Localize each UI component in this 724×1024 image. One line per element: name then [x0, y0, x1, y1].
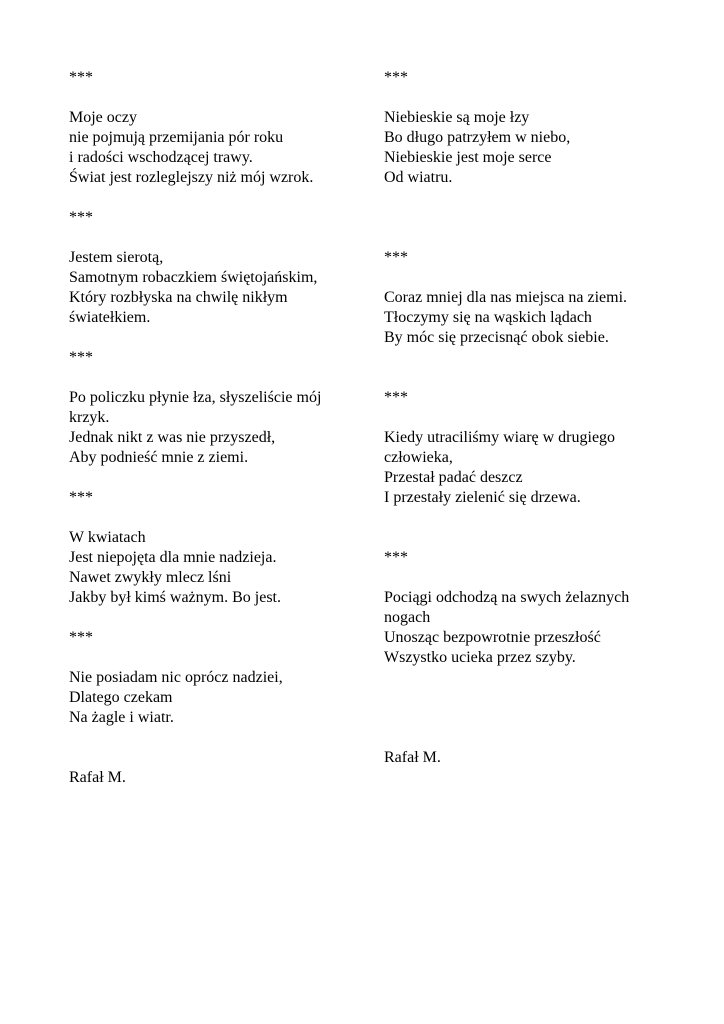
- poem-line: Wszystko ucieka przez szyby.: [384, 649, 576, 666]
- poem-separator: ***: [69, 629, 93, 646]
- poem-line: Nawet zwykły mlecz lśni: [69, 569, 232, 586]
- poem-separator: ***: [69, 209, 93, 226]
- poem: [69, 208, 359, 348]
- poem-line: W kwiatach: [69, 529, 146, 546]
- poem-line: Samotnym robaczkiem świętojańskim,: [69, 269, 318, 286]
- poem-line: Tłoczymy się na wąskich lądach: [384, 309, 592, 326]
- poem-line: Świat jest rozleglejszy niż mój wzrok.: [69, 169, 314, 186]
- poem-line: Moje oczy: [69, 109, 137, 126]
- poem: [384, 388, 684, 548]
- poem-line: Pociągi odchodzą na swych żelaznych: [384, 589, 630, 606]
- right-column: [384, 68, 684, 768]
- poem-line: człowieka,: [384, 449, 453, 466]
- poem-separator: ***: [69, 349, 93, 366]
- poem-line: Przestał padać deszcz: [384, 469, 523, 486]
- poem-line: nie pojmują przemijania pór roku: [69, 129, 284, 146]
- poem-line: Który rozbłyska na chwilę nikłym: [69, 289, 288, 306]
- poem-separator: ***: [384, 549, 408, 566]
- poem-line: Jakby był kimś ważnym. Bo jest.: [69, 589, 281, 606]
- poem-line: Bo długo patrzyłem w niebo,: [384, 129, 571, 146]
- poem-line: nogach: [384, 609, 431, 626]
- poem-separator: ***: [69, 69, 93, 86]
- poem: [384, 248, 684, 388]
- author-signature: Rafał M.: [69, 769, 126, 786]
- poem: [69, 628, 359, 768]
- poem-line: Kiedy utraciliśmy wiarę w drugiego: [384, 429, 616, 446]
- poem-separator: ***: [384, 249, 408, 266]
- poem-line: Nie posiadam nic oprócz nadziei,: [69, 669, 283, 686]
- poem-line: Jestem sierotą,: [69, 249, 164, 266]
- poem-line: Aby podnieść mnie z ziemi.: [69, 449, 249, 466]
- poem-line: Unosząc bezpowrotnie przeszłość: [384, 629, 601, 646]
- author-signature: Rafał M.: [384, 749, 441, 766]
- poem-separator: ***: [384, 69, 408, 86]
- poem-separator: ***: [69, 489, 93, 506]
- poem-line: Od wiatru.: [384, 169, 453, 186]
- poem: [384, 68, 684, 248]
- poem-line: Na żagle i wiatr.: [69, 709, 174, 726]
- poem-line: Coraz mniej dla nas miejsca na ziemi.: [384, 289, 628, 306]
- poem: [69, 348, 359, 488]
- poem-line: światełkiem.: [69, 309, 151, 326]
- poem: [69, 488, 359, 628]
- poem-line: krzyk.: [69, 409, 110, 426]
- poem-line: Niebieskie jest moje serce: [384, 149, 552, 166]
- poem-line: Po policzku płynie łza, słyszeliście mój: [69, 389, 322, 406]
- poem: [69, 68, 359, 208]
- poem-line: Dlatego czekam: [69, 689, 173, 706]
- poem-line: i radości wschodzącej trawy.: [69, 149, 253, 166]
- poem-separator: ***: [384, 389, 408, 406]
- poem: [384, 548, 684, 748]
- poem-line: I przestały zielenić się drzewa.: [384, 489, 581, 506]
- left-column: [69, 68, 359, 788]
- poem-line: Jest niepojęta dla mnie nadzieja.: [69, 549, 277, 566]
- poem-line: By móc się przecisnąć obok siebie.: [384, 329, 609, 346]
- poem-line: Niebieskie są moje łzy: [384, 109, 530, 126]
- poem-line: Jednak nikt z was nie przyszedł,: [69, 429, 276, 446]
